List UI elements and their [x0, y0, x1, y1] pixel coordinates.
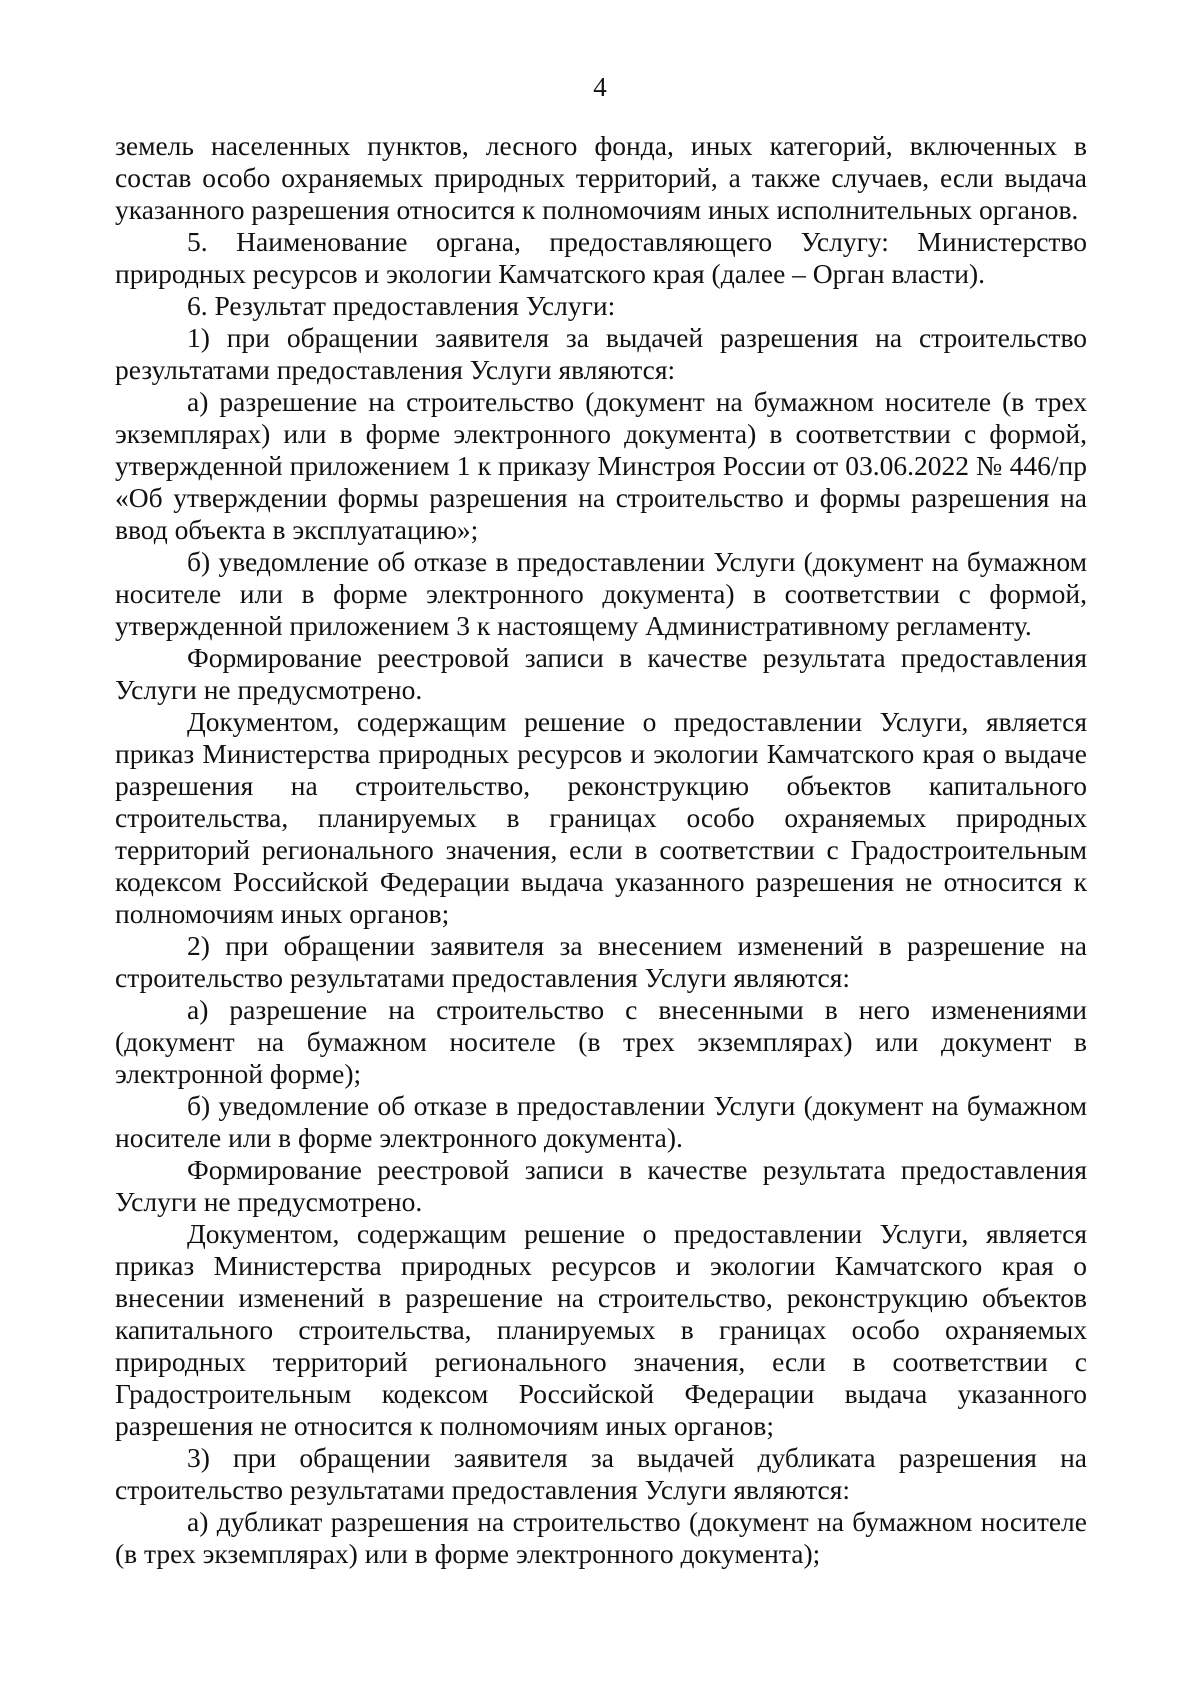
paragraph-subitem-3a: а) дубликат разрешения на строительство (документ на бумажном носителе (в трех экземплярах) или в форме электронного документа);	[115, 1506, 1087, 1569]
paragraph-subitem-2b: б) уведомление об отказе в предоставлении Услуги (документ на бумажном носителе или в форме электронного документа).	[115, 1090, 1087, 1153]
document-body	[115, 130, 1087, 1570]
paragraph-subitem-1b: б) уведомление об отказе в предоставлении Услуги (документ на бумажном носителе или в форме электронного документа) в соответствии с формой, утвержденной приложением 3 к настоящему Административному регламенту.	[115, 546, 1087, 641]
paragraph-registry-note-2: Формирование реестровой записи в качестве результата предоставления Услуги не предусмотрено.	[115, 1154, 1087, 1217]
paragraph-item-5: 5. Наименование органа, предоставляющего Услугу: Министерство природных ресурсов и экологии Камчатского края (далее – Орган власти).	[115, 226, 1087, 289]
paragraph-registry-note-1: Формирование реестровой записи в качестве результата предоставления Услуги не предусмотрено.	[115, 642, 1087, 705]
paragraph-item-6: 6. Результат предоставления Услуги:	[187, 290, 616, 321]
paragraph-subitem-2: 2) при обращении заявителя за внесением изменений в разрешение на строительство результатами предоставления Услуги являются:	[115, 930, 1087, 993]
paragraph-continuation: земель населенных пунктов, лесного фонда, иных категорий, включенных в состав особо охраняемых природных территорий, а также случаев, если выдача указанного разрешения относится к полномочиям иных исполнительных органов.	[115, 130, 1087, 225]
paragraph-subitem-3: 3) при обращении заявителя за выдачей дубликата разрешения на строительство результатами предоставления Услуги являются:	[115, 1442, 1087, 1505]
paragraph-subitem-1a: а) разрешение на строительство (документ на бумажном носителе (в трех экземплярах) или в форме электронного документа) в соответствии с формой, утвержденной приложением 1 к приказу Минстроя России от 03.06.2022 № 446/пр «Об утверждении формы разрешения на строительство и формы разрешения на ввод объекта в эксплуатацию»;	[115, 386, 1087, 545]
paragraph-decision-document-2: Документом, содержащим решение о предоставлении Услуги, является приказ Министерства природных ресурсов и экологии Камчатского края о внесении изменений в разрешение на строительство, реконструкцию объектов капитального строительства, планируемых в границах особо охраняемых природных территорий регионального значения, если в соответствии с Градостроительным кодексом Российской Федерации выдача указанного разрешения не относится к полномочиям иных органов;	[115, 1218, 1087, 1441]
paragraph-decision-document-1: Документом, содержащим решение о предоставлении Услуги, является приказ Министерства природных ресурсов и экологии Камчатского края о выдаче разрешения на строительство, реконструкцию объектов капитального строительства, планируемых в границах особо охраняемых природных территорий регионального значения, если в соответствии с Градостроительным кодексом Российской Федерации выдача указанного разрешения не относится к полномочиям иных органов;	[115, 706, 1087, 929]
paragraph-subitem-1: 1) при обращении заявителя за выдачей разрешения на строительство результатами предоставления Услуги являются:	[115, 322, 1087, 385]
page-number: 4	[593, 72, 607, 102]
paragraph-subitem-2a: а) разрешение на строительство с внесенными в него изменениями (документ на бумажном носителе (в трех экземплярах) или документ в электронной форме);	[115, 994, 1087, 1089]
